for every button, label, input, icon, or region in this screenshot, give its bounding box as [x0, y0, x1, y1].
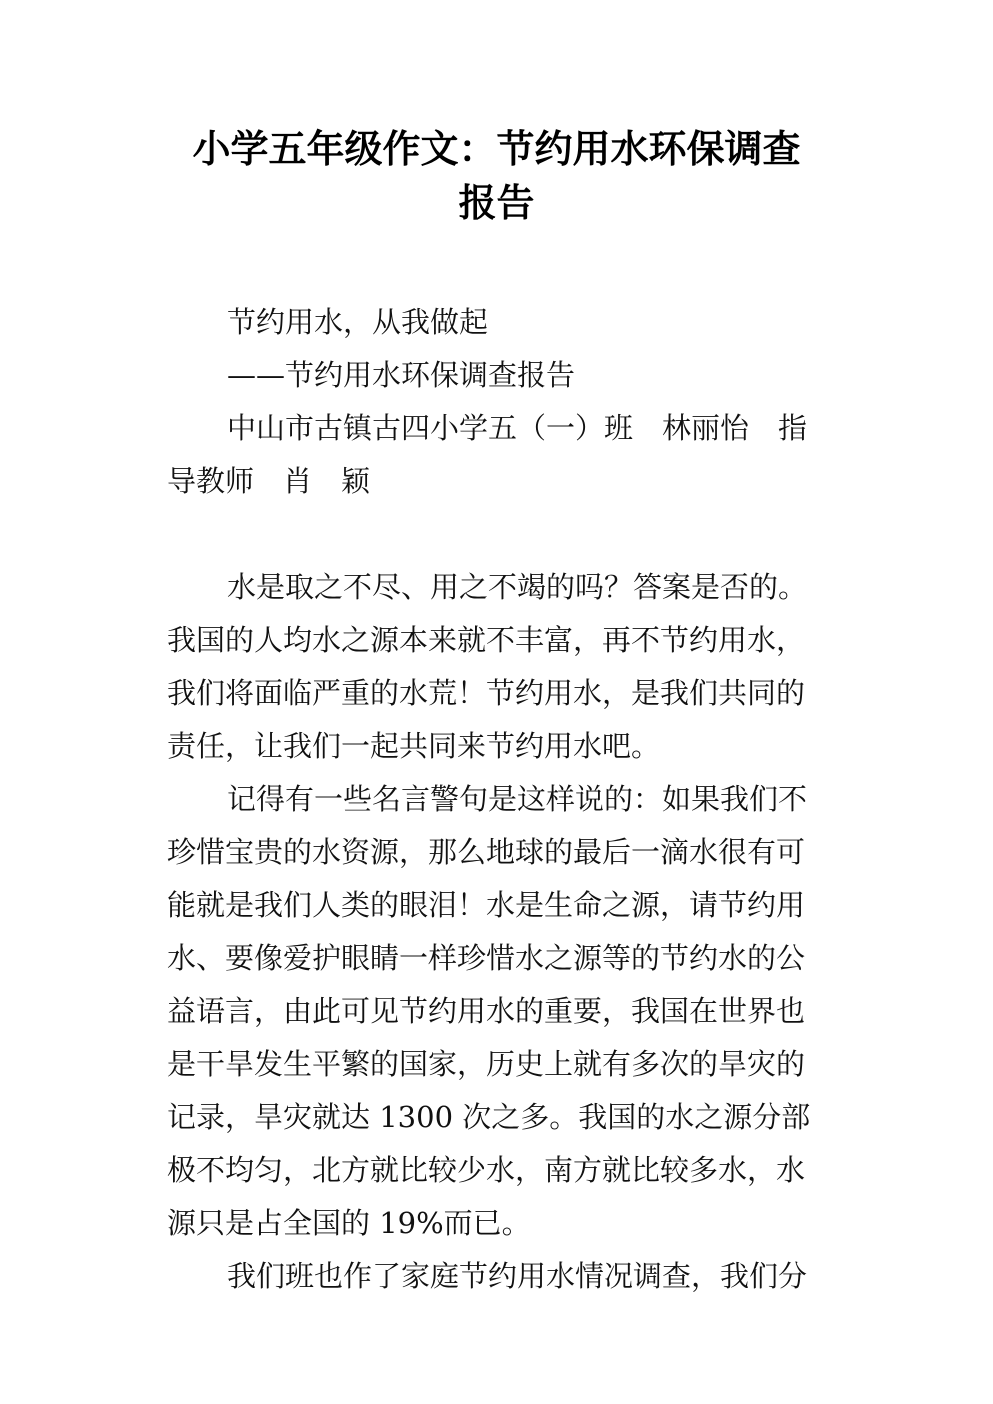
paragraph-line: 水是取之不尽、用之不竭的吗？答案是否的。	[227, 570, 808, 604]
title-line-1: 小学五年级作文：节约用水环保调查	[192, 127, 801, 171]
author-line-2: 导教师 肖 颖	[167, 464, 371, 498]
paragraph-line: 我们班也作了家庭节约用水情况调查，我们分	[227, 1259, 808, 1293]
paragraph-line: 源只是占全国的 19%而已。	[167, 1206, 531, 1240]
paragraph-line: 记得有一些名言警句是这样说的：如果我们不	[227, 782, 808, 816]
paragraph-line: 记录，旱灾就达 1300 次之多。我国的水之源分部	[167, 1100, 811, 1134]
document-body	[167, 296, 829, 1303]
subtitle: 节约用水，从我做起	[227, 305, 489, 339]
paragraph-line: 水、要像爱护眼睛一样珍惜水之源等的节约水的公	[167, 941, 806, 975]
paragraph-line: 珍惜宝贵的水资源，那么地球的最后一滴水很有可	[167, 835, 806, 869]
paragraph-1	[167, 561, 829, 773]
paragraph-3	[167, 1250, 829, 1303]
paragraph-line: 益语言，由此可见节约用水的重要，我国在世界也	[167, 994, 806, 1028]
paragraph-line: 我们将面临严重的水荒！节约用水，是我们共同的	[167, 676, 806, 710]
paragraph-line: 是干旱发生平繁的国家，历史上就有多次的旱灾的	[167, 1047, 806, 1081]
subtitle-secondary: ——节约用水环保调查报告	[227, 358, 576, 392]
paragraph-line: 责任，让我们一起共同来节约用水吧。	[167, 729, 661, 763]
paragraph-line: 我国的人均水之源本来就不丰富，再不节约用水，	[167, 623, 806, 657]
document-title	[150, 122, 843, 230]
paragraph-line: 极不均匀，北方就比较少水，南方就比较多水，水	[167, 1153, 806, 1187]
author-line-1: 中山市古镇古四小学五（一）班 林丽怡 指	[227, 411, 808, 445]
spacer	[167, 508, 829, 561]
paragraph-line: 能就是我们人类的眼泪！水是生命之源，请节约用	[167, 888, 806, 922]
paragraph-2	[167, 773, 829, 1250]
title-line-2: 报告	[458, 181, 535, 225]
